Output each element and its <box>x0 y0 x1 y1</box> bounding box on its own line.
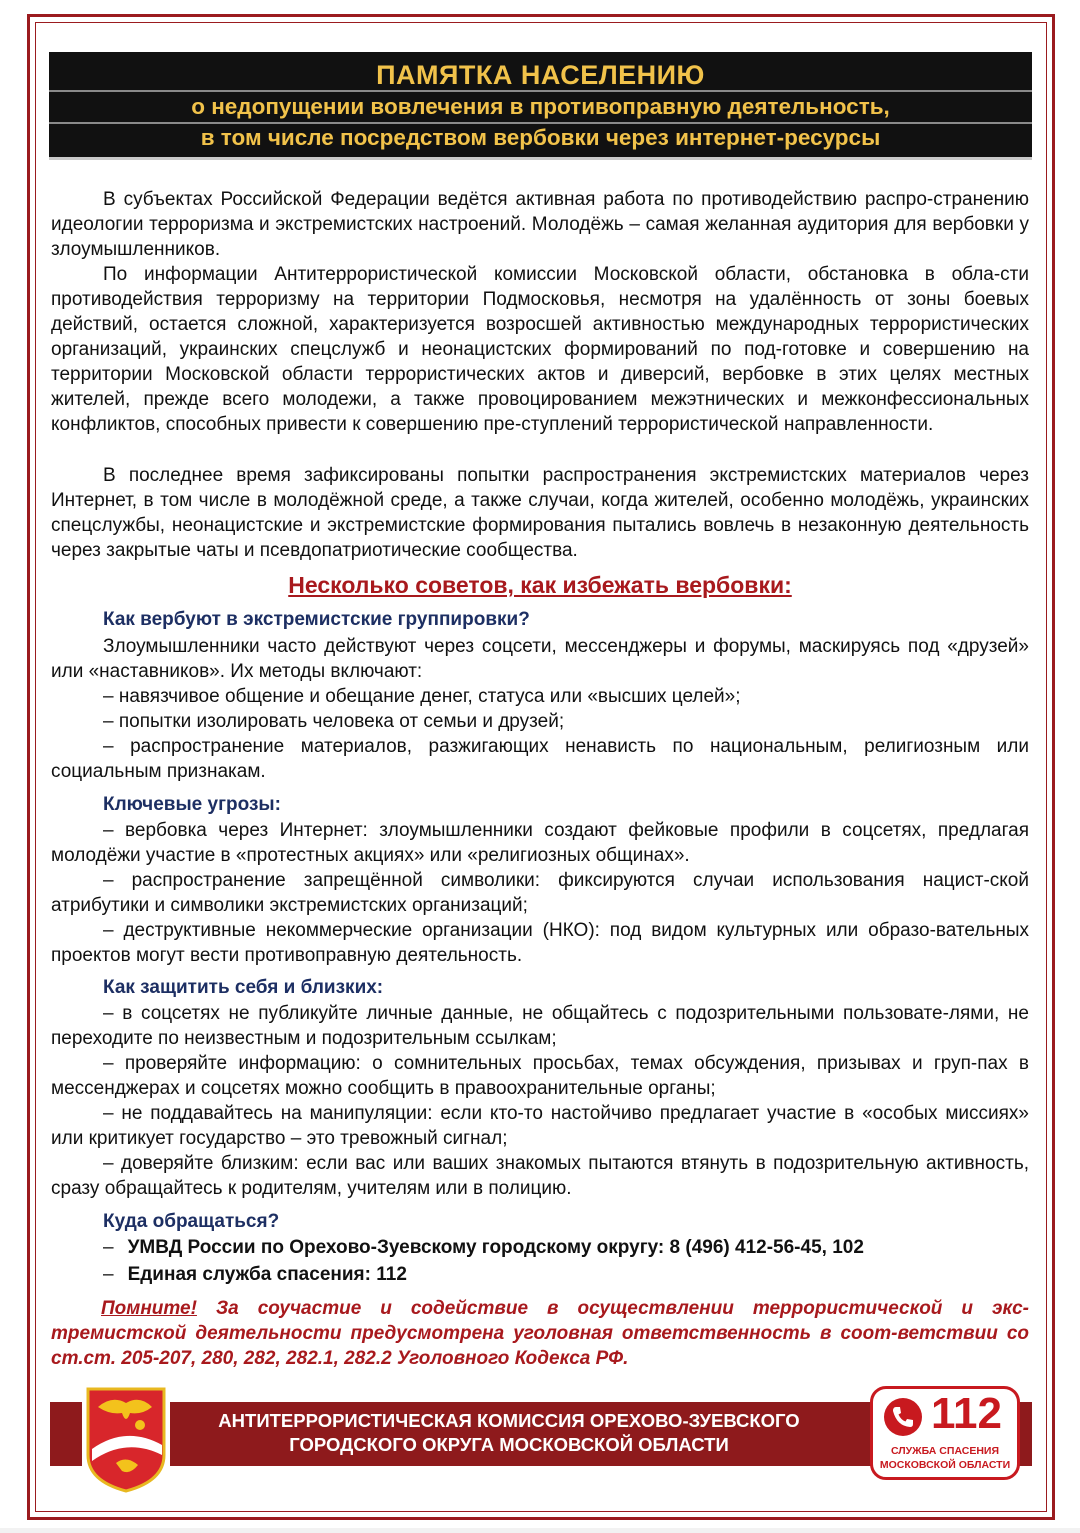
header-divider <box>49 122 1032 124</box>
page-title: ПАМЯТКА НАСЕЛЕНИЮ <box>376 60 705 90</box>
badge-number: 112 <box>931 1389 1002 1438</box>
badge-line2: МОСКОВСКОЙ ОБЛАСТИ <box>879 1459 1011 1471</box>
section-heading-protection: Как защитить себя и близких: <box>103 977 384 998</box>
intro-paragraph-2: По информации Антитеррористической комиссии Московской области, обстановка в обла-сти противодействия терроризму на территории Подмосковья, несмотря на удалённость от зоны боевых действий, остается сложной, характеризуется возросшей активностью международных террористических организаций, украинских спецслужб и неонацистских формирований по под-готовке и совершению на территории Московской области террористических актов и диверсий, вербовке в этих целях местных жителей, прежде всего молодежи, а также провоцированием межэтнических и межконфессиональных конфликтов, способных привести к совершению пре-ступлений террористической направленности. <box>51 264 1029 435</box>
remember-label: Помните! <box>101 1298 197 1319</box>
footer-line1: АНТИТЕРРОРИСТИЧЕСКАЯ КОМИССИЯ ОРЕХОВО-ЗУЕВСКОГО <box>218 1410 800 1431</box>
section-heading-threats: Ключевые угрозы: <box>103 794 281 815</box>
header-divider <box>49 90 1032 92</box>
emergency-112-badge <box>870 1386 1020 1480</box>
list-item: – проверяйте информацию: о сомнительных просьбах, темах обсуждения, призывах и груп-пах в мессенджерах и соцсетях можно сообщить в правоохранительные органы; <box>51 1053 1029 1099</box>
page-subtitle-line2: в том числе посредством вербовки через интернет-ресурсы <box>200 125 881 150</box>
contact-police-text: УМВД России по Орехово-Зуевскому городскому округу: 8 (496) 412-56-45, 102 <box>127 1237 864 1258</box>
intro-paragraph-1: В субъектах Российской Федерации ведётся активная работа по противодействию распро-странению идеологии терроризма и экстремистских настроений. Молодёжь – самая желанная аудитория для вербовки у злоумышленников. <box>51 189 1029 260</box>
list-item: – навязчивое общение и обещание денег, статуса или «высших целей»; <box>103 686 741 707</box>
contact-rescue-text: Единая служба спасения: 112 <box>127 1264 407 1285</box>
badge-line1: СЛУЖБА СПАСЕНИЯ <box>890 1445 1000 1457</box>
coat-of-arms-icon <box>82 1385 170 1495</box>
list-item: – распространение запрещённой символики: фиксируются случаи использования нацист-ской атрибутики и символики экстремистских организаций; <box>51 870 1029 916</box>
liability-warning-text: За соучастие и содействие в осуществлении террористической и экс-тремистской деятельности предусмотрена уголовная ответственность в соот-ветствии со ст.ст. 205-207, 280, 282, 282.1, 282.2 Уголовного Кодекса РФ. <box>51 1298 1030 1369</box>
section1-intro: Злоумышленники часто действуют через соцсети, мессенджеры и форумы, маскируясь под «друзей» или «наставников». Их методы включают: <box>51 636 1029 682</box>
contact-police <box>103 1237 864 1259</box>
section-heading-contacts: Куда обращаться? <box>103 1211 280 1232</box>
tips-heading: Несколько советов, как избежать вербовки: <box>288 572 792 598</box>
list-item: – доверяйте близким: если вас или ваших знакомых пытаются втянуть в подозрительную активность, сразу обращайтесь к родителям, учителям или в полицию. <box>51 1153 1029 1199</box>
page-subtitle-line1: о недопущении вовлечения в противоправную деятельность, <box>191 94 890 119</box>
header-banner <box>49 52 1032 160</box>
phone-icon <box>883 1397 923 1437</box>
footer-line2: ГОРОДСКОГО ОКРУГА МОСКОВСКОЙ ОБЛАСТИ <box>289 1434 729 1455</box>
contact-dash: – <box>103 1237 114 1258</box>
list-item: – вербовка через Интернет: злоумышленники создают фейковые профили в соцсетях, предлагая молодёжи участие в «протестных акциях» или «религиозных общинах». <box>51 820 1029 866</box>
contact-dash: – <box>103 1264 114 1285</box>
intro-paragraph-3: В последнее время зафиксированы попытки распространения экстремистских материалов через Интернет, в том числе в молодёжной среде, а также случаи, когда жителей, особенно молодёжь, украинских спецслужбы, неонацистские и экстремистские формирования пытались вовлечь в незаконную деятельность через закрытые чаты и псевдопатриотические сообщества. <box>51 465 1029 561</box>
liability-warning <box>51 1296 1029 1371</box>
list-item: – не поддавайтесь на манипуляции: если кто-то настойчиво предлагает участие в «особых миссиях» или критикует государство – это тревожный сигнал; <box>51 1103 1029 1149</box>
list-item: – деструктивные некоммерческие организации (НКО): под видом культурных или образо-вательных проектов могут вести противоправную деятельность. <box>51 920 1029 966</box>
section-heading-recruitment: Как вербуют в экстремистские группировки? <box>103 609 530 630</box>
contact-rescue <box>103 1264 407 1286</box>
list-item: – в соцсетях не публикуйте личные данные, не общайтесь с подозрительными пользовате-лями, не переходите по неизвестным и подозрительным ссылкам; <box>51 1003 1029 1049</box>
list-item: – распространение материалов, разжигающих ненависть по национальным, религиозным или социальным признакам. <box>51 736 1029 782</box>
list-item: – попытки изолировать человека от семьи и друзей; <box>103 711 565 732</box>
